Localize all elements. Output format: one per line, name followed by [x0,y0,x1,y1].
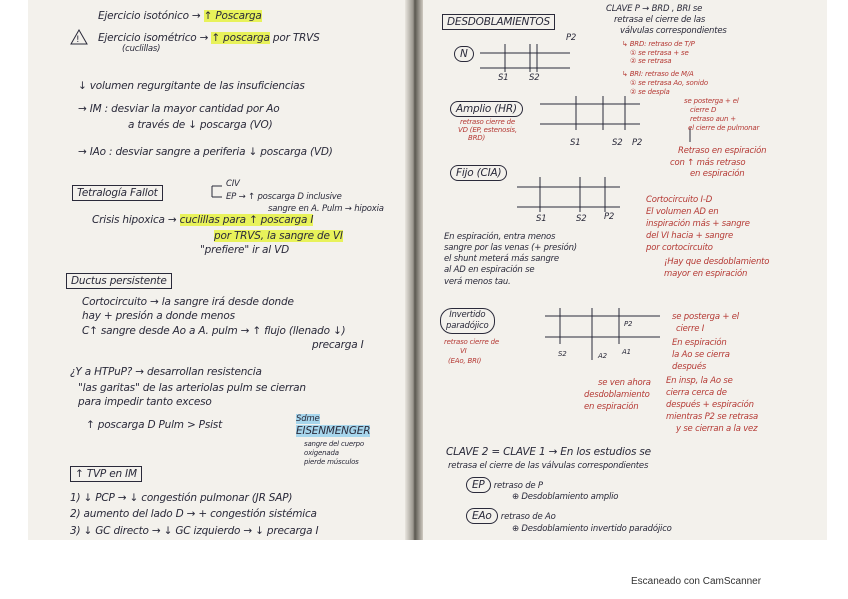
note-line: después + espiración [666,400,754,410]
note-line: Retraso en espiración [678,146,767,156]
note-line: a través de ↓ poscarga (VO) [128,119,273,131]
svg-text:!: ! [76,35,80,45]
note-line: y se cierran a la vez [676,424,758,434]
note-line: VI [460,347,467,355]
section-title-desdoblamientos: DESDOBLAMIENTOS [442,14,555,30]
label-a2: A2 [598,352,607,360]
note-line: → IM : desviar la mayor cantidad por Ao [78,103,280,115]
note-line: Cortocircuito → la sangre irá desde donde [82,296,294,308]
note-line: VD (EP, estenosis, [458,126,517,134]
label-s1: S1 [570,138,581,148]
note-line: hay + presión a donde menos [82,310,235,322]
note-line: Ejercicio isométrico → ↑ poscarga por TRVS [98,32,320,44]
note-line: verá menos tau. [444,277,511,287]
note-line: Ejercicio isotónico → ↑ Poscarga [98,10,262,22]
label-amplio: Amplio (HR) [450,101,523,117]
section-title-htp: ↑ TVP en IM [70,466,142,482]
note-line: inspiración más + sangre [646,219,750,229]
note-line: 1) ↓ PCP → ↓ congestión pulmonar (JR SAP) [70,492,293,504]
note-line: ↓ volumen regurgitante de las insuficiencias [78,80,305,92]
note-line: retraso cierre de [444,338,499,346]
note-line: EP retraso de P [466,479,543,491]
note-line: sangre en A. Pulm → hipoxia [268,204,384,214]
section-title-ductus: Ductus persistente [66,273,172,289]
note-line: ↑ poscarga D Pulm > Psist [86,419,222,431]
note-line: se posterga + el [684,97,739,105]
eisenmenger-label: EISENMENGER [296,425,371,437]
note-line: ① se retrasa + se [630,49,689,57]
label-s2: S2 [558,350,567,358]
note-line: ⊕ Desdoblamiento amplio [512,492,619,502]
label-paradojico: Invertido paradójico [440,308,495,334]
note-line: CIV [226,179,240,189]
note-line: ¿Y a HTPuP? → desarrollan resistencia [70,366,262,378]
note-line: ↳ BRD: retraso de T/P [622,40,695,48]
note-line: por cortocircuito [646,243,713,253]
note-line: En espiración [672,338,727,348]
note-line: sangre por las venas (+ presión) [444,243,577,253]
note-line: En espiración, entra menos [444,232,556,242]
note-line: el shunt meterá más sangre [444,254,559,264]
note-line: el cierre de pulmonar [688,124,760,132]
note-line: ② se retrasa [630,57,672,65]
note-line: mientras P2 se retrasa [666,412,759,422]
note-line: C↑ sangre desde Ao a A. pulm → ↑ flujo (llenado ↓) [82,325,346,337]
note-line: ¡Hay que desdoblamiento [664,257,770,267]
note-line: después [672,362,707,372]
label-s2: S2 [576,214,587,224]
note-line: válvulas correspondientes [620,26,727,36]
note-line: EP → ↑ poscarga D inclusive [226,192,342,202]
note-line: cierre I [676,324,705,334]
note-line: del VI hacia + sangre [646,231,734,241]
label-p2: P2 [566,33,577,43]
note-line: (EAo, BRI) [448,357,482,365]
note-line: sangre del cuerpo [304,440,364,448]
note-line: oxigenada [304,449,339,457]
note-line: con ↑ más retraso [670,158,746,168]
note-line: Crisis hipoxica → cuclillas para ↑ poscarga I [92,214,314,226]
label-s2: S2 [612,138,623,148]
eisenmenger-label: Sdme [296,414,320,424]
note-line: ① se retrasa Ao, sonido [630,79,708,87]
label-s1: S1 [498,73,509,83]
note-line: Cortocircuito I-D [646,195,713,205]
note-line: "prefiere" ir al VD [200,244,290,256]
note-line: ② se despla [630,88,670,96]
note-line: al AD en espiración se [444,265,535,275]
note-line: EAo retraso de Ao [466,510,556,522]
scanner-watermark: Escaneado con CamScanner [631,576,762,587]
note-line: se posterga + el [672,312,739,322]
note-line: (cuclillas) [122,44,161,54]
note-line: pierde músculos [304,458,359,466]
label-p2: P2 [624,320,633,328]
note-line: ↳ BRI: retraso de M/A [622,70,694,78]
note-line: en espiración [584,402,639,412]
note-line: mayor en espiración [664,269,748,279]
note-line: por TRVS, la sangre de VI [214,230,343,242]
note-line: retraso cierre de [460,118,515,126]
note-line: CLAVE 2 = CLAVE 1 → En los estudios se [446,446,651,458]
note-line: CLAVE P → BRD , BRI se [606,4,703,14]
note-line: retrasa el cierre de las válvulas correspondientes [448,461,649,471]
note-line: ⊕ Desdoblamiento invertido paradójico [512,524,672,534]
note-line: para impedir tanto exceso [78,396,212,408]
note-line: precarga I [312,339,364,351]
note-line: desdoblamiento [584,390,650,400]
label-normal: N [454,46,474,62]
label-a1: A1 [622,348,631,356]
label-p2: P2 [604,212,615,222]
note-line: en espiración [690,169,745,179]
note-line: retraso aun + [690,115,736,123]
note-line: la Ao se cierra [672,350,730,360]
label-p2: P2 [632,138,643,148]
label-s1: S1 [536,214,547,224]
note-line: cierre D [690,106,717,114]
note-line: cierra cerca de [666,388,727,398]
label-fijo: Fijo (CIA) [450,165,507,181]
note-line: El volumen AD en [646,207,719,217]
note-line: 2) aumento del lado D → + congestión sistémica [70,508,317,520]
section-title-fallot: Tetralogía Fallot [72,185,163,201]
note-line: BRD) [468,134,485,142]
label-s2: S2 [529,73,540,83]
note-line: "las garitas" de las arteriolas pulm se cierran [78,382,306,394]
note-line: → IAo : desviar sangre a periferia ↓ poscarga (VD) [78,146,333,158]
note-line: se ven ahora [598,378,651,388]
note-line: En insp, la Ao se [666,376,733,386]
note-line: 3) ↓ GC directo → ↓ GC izquierdo → ↓ precarga I [70,525,319,537]
note-line: retrasa el cierre de las [614,15,706,25]
